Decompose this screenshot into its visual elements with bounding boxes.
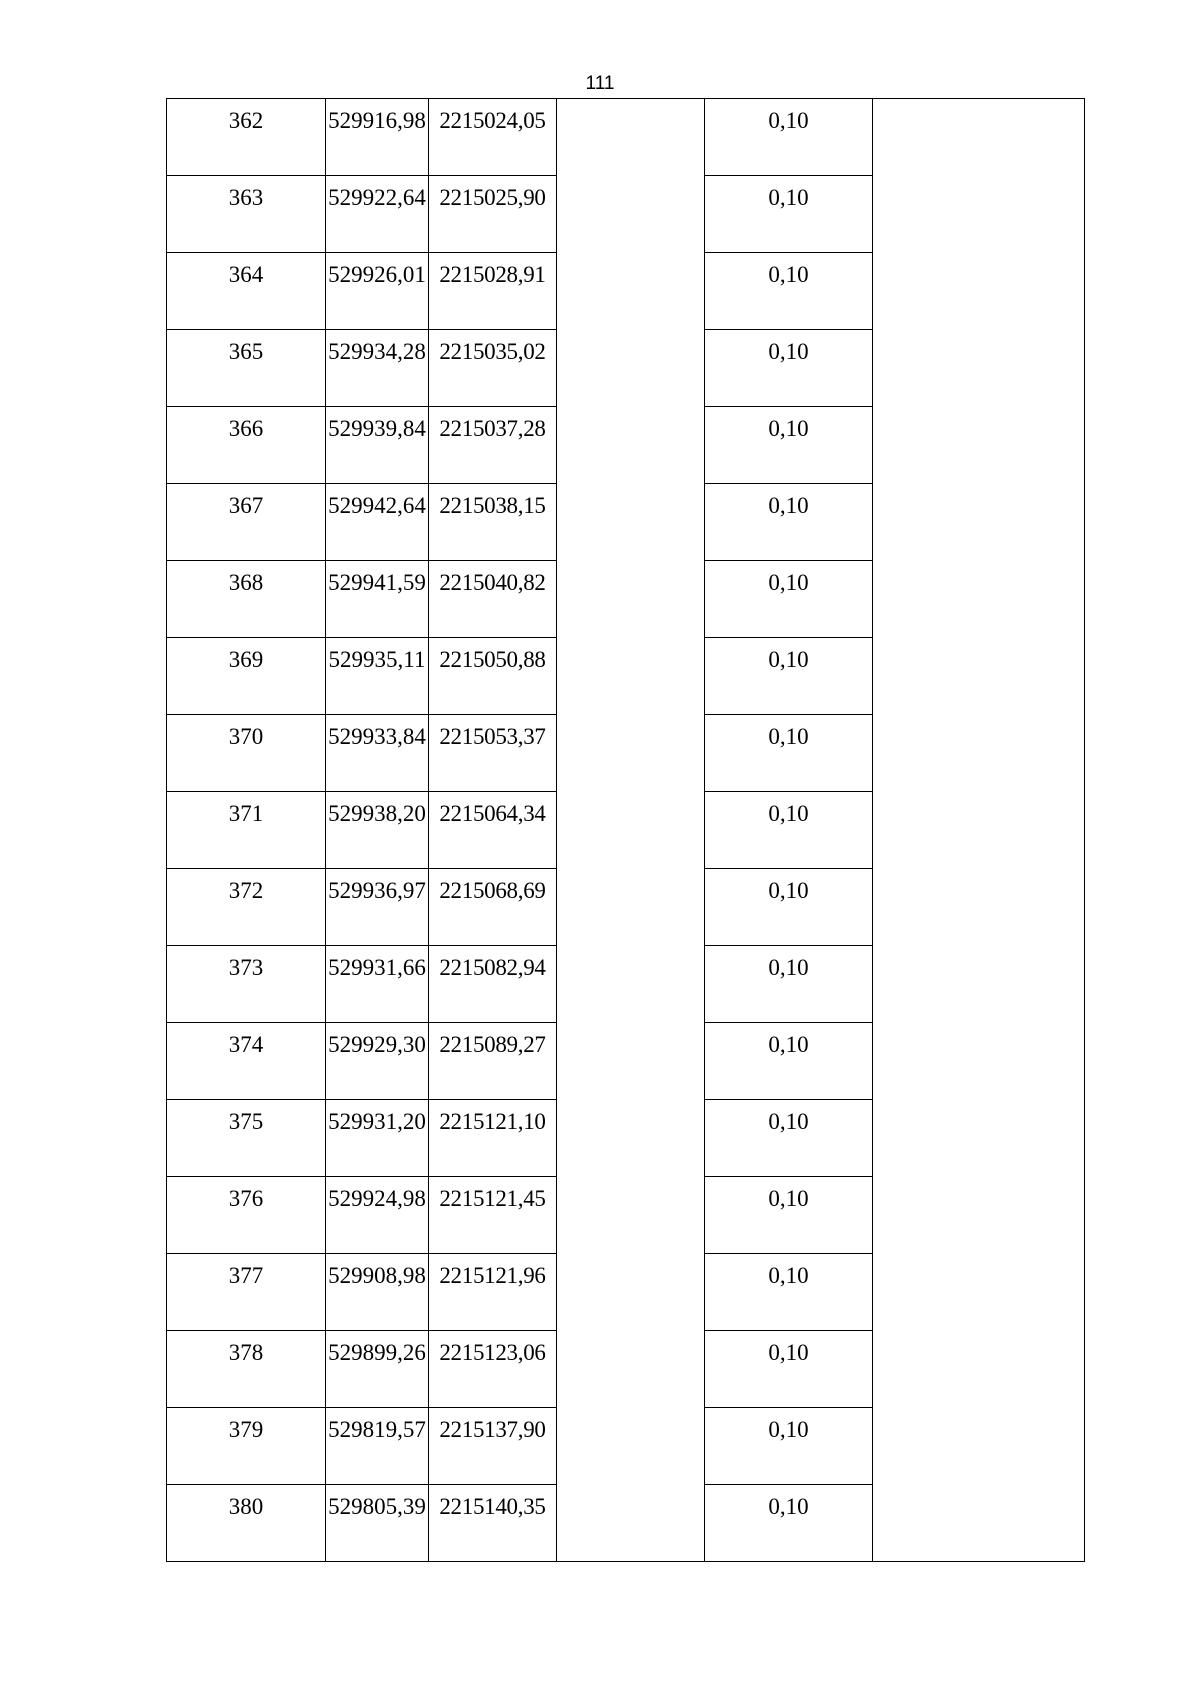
- point-number-cell: 378: [167, 1331, 326, 1408]
- empty-merged-cell: [873, 946, 1085, 1023]
- empty-merged-cell: [873, 1100, 1085, 1177]
- y-coordinate-cell: 2215121,10: [429, 1100, 557, 1177]
- empty-merged-cell: [873, 1408, 1085, 1485]
- x-coordinate-cell: 529931,66: [326, 946, 429, 1023]
- point-number-cell: 371: [167, 792, 326, 869]
- value-cell: 0,10: [705, 176, 873, 253]
- y-coordinate-cell: 2215053,37: [429, 715, 557, 792]
- x-coordinate-cell: 529938,20: [326, 792, 429, 869]
- value-cell: 0,10: [705, 1254, 873, 1331]
- y-coordinate-cell: 2215050,88: [429, 638, 557, 715]
- value-cell: 0,10: [705, 792, 873, 869]
- table-row: [167, 99, 1085, 176]
- y-coordinate-cell: 2215082,94: [429, 946, 557, 1023]
- x-coordinate-cell: 529941,59: [326, 561, 429, 638]
- x-coordinate-cell: 529936,97: [326, 869, 429, 946]
- point-number-cell: 374: [167, 1023, 326, 1100]
- empty-cell: [557, 792, 705, 869]
- x-coordinate-cell: 529916,98: [326, 99, 429, 176]
- point-number-cell: 370: [167, 715, 326, 792]
- point-number-cell: 365: [167, 330, 326, 407]
- value-cell: 0,10: [705, 1177, 873, 1254]
- table-row: [167, 715, 1085, 792]
- empty-cell: [557, 176, 705, 253]
- empty-merged-cell: [873, 561, 1085, 638]
- point-number-cell: 364: [167, 253, 326, 330]
- empty-merged-cell: [873, 1485, 1085, 1562]
- y-coordinate-cell: 2215089,27: [429, 1023, 557, 1100]
- table-row: [167, 253, 1085, 330]
- empty-merged-cell: [873, 484, 1085, 561]
- point-number-cell: 369: [167, 638, 326, 715]
- value-cell: 0,10: [705, 946, 873, 1023]
- y-coordinate-cell: 2215025,90: [429, 176, 557, 253]
- table-row: [167, 1023, 1085, 1100]
- table-row: [167, 176, 1085, 253]
- y-coordinate-cell: 2215024,05: [429, 99, 557, 176]
- empty-merged-cell: [873, 99, 1085, 176]
- table-row: [167, 1408, 1085, 1485]
- x-coordinate-cell: 529929,30: [326, 1023, 429, 1100]
- point-number-cell: 376: [167, 1177, 326, 1254]
- empty-cell: [557, 638, 705, 715]
- empty-merged-cell: [873, 407, 1085, 484]
- table-row: [167, 792, 1085, 869]
- point-number-cell: 380: [167, 1485, 326, 1562]
- table-row: [167, 1100, 1085, 1177]
- coordinates-table: [166, 98, 1085, 1562]
- table-row: [167, 946, 1085, 1023]
- y-coordinate-cell: 2215123,06: [429, 1331, 557, 1408]
- value-cell: 0,10: [705, 99, 873, 176]
- value-cell: 0,10: [705, 1100, 873, 1177]
- empty-cell: [557, 1408, 705, 1485]
- page-number: 111: [585, 73, 615, 94]
- value-cell: 0,10: [705, 330, 873, 407]
- point-number-cell: 367: [167, 484, 326, 561]
- x-coordinate-cell: 529908,98: [326, 1254, 429, 1331]
- point-number-cell: 368: [167, 561, 326, 638]
- y-coordinate-cell: 2215137,90: [429, 1408, 557, 1485]
- point-number-cell: 379: [167, 1408, 326, 1485]
- empty-cell: [557, 330, 705, 407]
- value-cell: 0,10: [705, 1331, 873, 1408]
- empty-merged-cell: [873, 869, 1085, 946]
- point-number-cell: 375: [167, 1100, 326, 1177]
- value-cell: 0,10: [705, 715, 873, 792]
- empty-merged-cell: [873, 1023, 1085, 1100]
- value-cell: 0,10: [705, 1485, 873, 1562]
- x-coordinate-cell: 529924,98: [326, 1177, 429, 1254]
- value-cell: 0,10: [705, 484, 873, 561]
- value-cell: 0,10: [705, 407, 873, 484]
- x-coordinate-cell: 529922,64: [326, 176, 429, 253]
- y-coordinate-cell: 2215028,91: [429, 253, 557, 330]
- table-row: [167, 1254, 1085, 1331]
- value-cell: 0,10: [705, 638, 873, 715]
- point-number-cell: 373: [167, 946, 326, 1023]
- value-cell: 0,10: [705, 253, 873, 330]
- empty-cell: [557, 561, 705, 638]
- point-number-cell: 363: [167, 176, 326, 253]
- x-coordinate-cell: 529926,01: [326, 253, 429, 330]
- x-coordinate-cell: 529933,84: [326, 715, 429, 792]
- x-coordinate-cell: 529935,11: [326, 638, 429, 715]
- table-row: [167, 561, 1085, 638]
- empty-cell: [557, 407, 705, 484]
- empty-merged-cell: [873, 1331, 1085, 1408]
- empty-merged-cell: [873, 1254, 1085, 1331]
- x-coordinate-cell: 529939,84: [326, 407, 429, 484]
- point-number-cell: 366: [167, 407, 326, 484]
- x-coordinate-cell: 529942,64: [326, 484, 429, 561]
- x-coordinate-cell: 529819,57: [326, 1408, 429, 1485]
- x-coordinate-cell: 529899,26: [326, 1331, 429, 1408]
- table-row: [167, 484, 1085, 561]
- empty-merged-cell: [873, 253, 1085, 330]
- point-number-cell: 372: [167, 869, 326, 946]
- table-row: [167, 1177, 1085, 1254]
- table-row: [167, 1485, 1085, 1562]
- x-coordinate-cell: 529931,20: [326, 1100, 429, 1177]
- empty-cell: [557, 1100, 705, 1177]
- empty-cell: [557, 715, 705, 792]
- x-coordinate-cell: 529805,39: [326, 1485, 429, 1562]
- empty-merged-cell: [873, 792, 1085, 869]
- value-cell: 0,10: [705, 1023, 873, 1100]
- y-coordinate-cell: 2215121,96: [429, 1254, 557, 1331]
- table-row: [167, 330, 1085, 407]
- empty-cell: [557, 99, 705, 176]
- empty-merged-cell: [873, 715, 1085, 792]
- empty-merged-cell: [873, 330, 1085, 407]
- value-cell: 0,10: [705, 561, 873, 638]
- empty-cell: [557, 484, 705, 561]
- empty-merged-cell: [873, 638, 1085, 715]
- empty-merged-cell: [873, 1177, 1085, 1254]
- point-number-cell: 362: [167, 99, 326, 176]
- value-cell: 0,10: [705, 869, 873, 946]
- y-coordinate-cell: 2215035,02: [429, 330, 557, 407]
- empty-cell: [557, 946, 705, 1023]
- empty-cell: [557, 1485, 705, 1562]
- empty-cell: [557, 253, 705, 330]
- value-cell: 0,10: [705, 1408, 873, 1485]
- empty-cell: [557, 1023, 705, 1100]
- table-row: [167, 407, 1085, 484]
- y-coordinate-cell: 2215038,15: [429, 484, 557, 561]
- empty-cell: [557, 1254, 705, 1331]
- coordinates-table-body: [167, 99, 1085, 1562]
- table-row: [167, 638, 1085, 715]
- table-row: [167, 869, 1085, 946]
- y-coordinate-cell: 2215064,34: [429, 792, 557, 869]
- table-row: [167, 1331, 1085, 1408]
- empty-merged-cell: [873, 176, 1085, 253]
- y-coordinate-cell: 2215040,82: [429, 561, 557, 638]
- y-coordinate-cell: 2215121,45: [429, 1177, 557, 1254]
- y-coordinate-cell: 2215068,69: [429, 869, 557, 946]
- y-coordinate-cell: 2215140,35: [429, 1485, 557, 1562]
- y-coordinate-cell: 2215037,28: [429, 407, 557, 484]
- x-coordinate-cell: 529934,28: [326, 330, 429, 407]
- empty-cell: [557, 1331, 705, 1408]
- empty-cell: [557, 869, 705, 946]
- point-number-cell: 377: [167, 1254, 326, 1331]
- empty-cell: [557, 1177, 705, 1254]
